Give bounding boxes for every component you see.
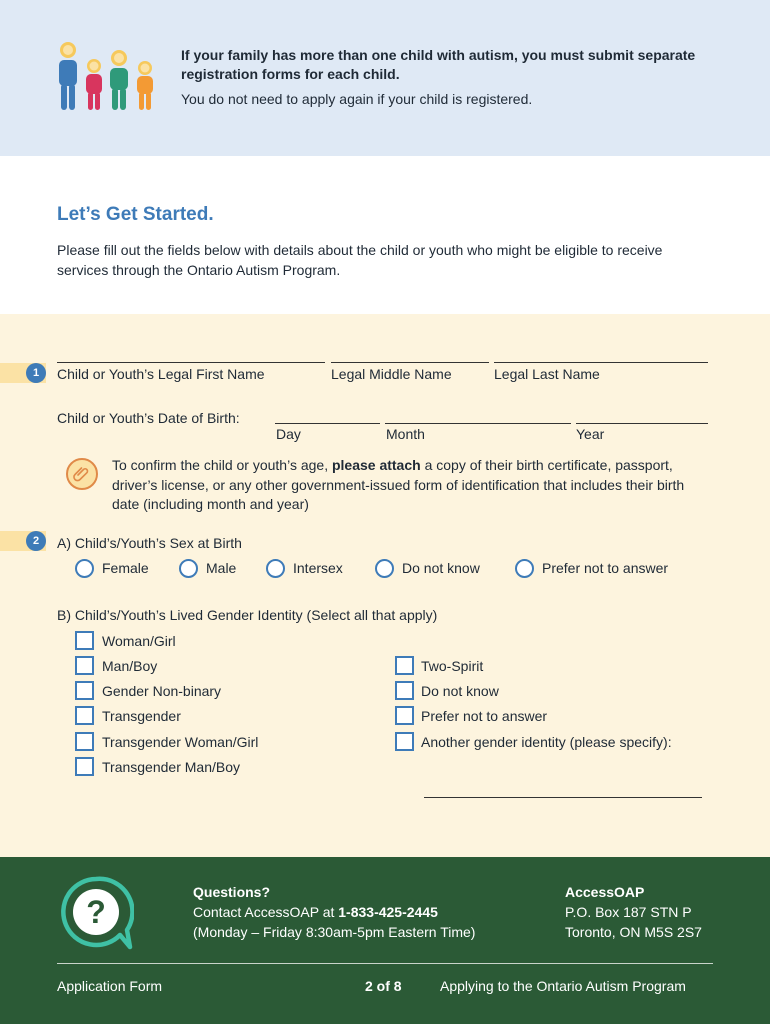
radio-label: Prefer not to answer bbox=[542, 560, 669, 576]
page-title: Let’s Get Started. bbox=[57, 204, 214, 225]
step-number: 1 bbox=[26, 363, 46, 383]
year-label: Year bbox=[576, 426, 605, 442]
radio-do-not-know[interactable] bbox=[375, 559, 394, 578]
please-attach-emphasis: please attach bbox=[331, 457, 421, 473]
first-name-label: Child or Youth’s Legal First Name bbox=[57, 366, 265, 382]
questions-title: Questions? bbox=[193, 884, 271, 900]
step-marker-1 bbox=[0, 363, 46, 383]
age-proof-note: To confirm the child or youth’s age, please attach a copy of their birth certificate, passport, driver’s license, or any other government-issued form of identification that includes their birth date (including month and year) bbox=[112, 457, 685, 512]
org-name: AccessOAP bbox=[565, 884, 645, 900]
paperclip-icon bbox=[66, 458, 98, 490]
checkbox-label: Prefer not to answer bbox=[421, 708, 548, 724]
checkbox-man-boy[interactable] bbox=[75, 656, 94, 675]
footer-divider bbox=[57, 963, 713, 964]
radio-label: Intersex bbox=[293, 560, 343, 576]
middle-name-label: Legal Middle Name bbox=[331, 366, 452, 382]
checkbox-woman-girl[interactable] bbox=[75, 631, 94, 650]
checkbox-transgender-man-boy[interactable] bbox=[75, 757, 94, 776]
checkbox-label: Woman/Girl bbox=[102, 633, 176, 649]
checkbox-label: Transgender Man/Boy bbox=[102, 759, 240, 775]
phone-number[interactable]: 1-833-425-2445 bbox=[338, 904, 438, 920]
checkbox-label: Man/Boy bbox=[102, 658, 158, 674]
po-box: P.O. Box 187 STN P bbox=[565, 904, 692, 920]
family-icon bbox=[52, 40, 164, 114]
question-icon bbox=[58, 875, 134, 951]
checkbox-gender-non-binary[interactable] bbox=[75, 681, 94, 700]
dob-label: Child or Youth’s Date of Birth: bbox=[57, 410, 240, 426]
step-number: 2 bbox=[26, 531, 46, 551]
radio-label: Male bbox=[206, 560, 237, 576]
checkbox-label: Transgender Woman/Girl bbox=[102, 734, 259, 750]
radio-prefer-not-to-answer[interactable] bbox=[515, 559, 534, 578]
office-hours: (Monday – Friday 8:30am-5pm Eastern Time) bbox=[193, 924, 476, 940]
middle-name-input[interactable] bbox=[331, 362, 489, 363]
sex-question: A) Child’s/Youth’s Sex at Birth bbox=[57, 535, 242, 551]
checkbox-gender-prefer-not-to-answer[interactable] bbox=[395, 706, 414, 725]
dob-year-input[interactable] bbox=[576, 423, 708, 424]
checkbox-label: Transgender bbox=[102, 708, 181, 724]
radio-label: Female bbox=[102, 560, 149, 576]
checkbox-transgender[interactable] bbox=[75, 706, 94, 725]
dob-day-input[interactable] bbox=[275, 423, 380, 424]
radio-female[interactable] bbox=[75, 559, 94, 578]
program-name: Applying to the Ontario Autism Program bbox=[440, 978, 686, 994]
checkbox-label: Do not know bbox=[421, 683, 499, 699]
radio-male[interactable] bbox=[179, 559, 198, 578]
contact-line: Contact AccessOAP at 1-833-425-2445 bbox=[193, 904, 438, 920]
dob-month-input[interactable] bbox=[385, 423, 571, 424]
city-postal: Toronto, ON M5S 2S7 bbox=[565, 924, 702, 940]
day-label: Day bbox=[276, 426, 301, 442]
notice-bold-text: If your family has more than one child with autism, you must submit separate registration forms for each child. bbox=[181, 47, 696, 82]
gender-question: B) Child’s/Youth’s Lived Gender Identity (Select all that apply) bbox=[57, 607, 438, 623]
month-label: Month bbox=[386, 426, 425, 442]
form-section bbox=[0, 314, 770, 857]
checkbox-label: Another gender identity (please specify): bbox=[421, 734, 672, 750]
step-marker-2 bbox=[0, 531, 46, 551]
svg-text:?: ? bbox=[86, 894, 106, 930]
notice-plain-text: You do not need to apply again if your child is registered. bbox=[181, 91, 533, 107]
another-gender-specify-input[interactable] bbox=[424, 797, 702, 798]
footer bbox=[0, 857, 770, 1024]
page-number: 2 of 8 bbox=[365, 978, 402, 994]
radio-label: Do not know bbox=[402, 560, 480, 576]
checkbox-transgender-woman-girl[interactable] bbox=[75, 732, 94, 751]
notice-banner bbox=[0, 0, 770, 156]
checkbox-label: Gender Non-binary bbox=[102, 683, 222, 699]
last-name-label: Legal Last Name bbox=[494, 366, 600, 382]
intro-text: Please fill out the fields below with details about the child or youth who might be eligible to receive services through the Ontario Autism Program. bbox=[57, 242, 663, 278]
first-name-input[interactable] bbox=[57, 362, 325, 363]
intro-section bbox=[57, 204, 717, 280]
checkbox-label: Two-Spirit bbox=[421, 658, 484, 674]
checkbox-another-gender[interactable] bbox=[395, 732, 414, 751]
radio-intersex[interactable] bbox=[266, 559, 285, 578]
last-name-input[interactable] bbox=[494, 362, 708, 363]
form-name: Application Form bbox=[57, 978, 163, 994]
checkbox-two-spirit[interactable] bbox=[395, 656, 414, 675]
checkbox-gender-do-not-know[interactable] bbox=[395, 681, 414, 700]
